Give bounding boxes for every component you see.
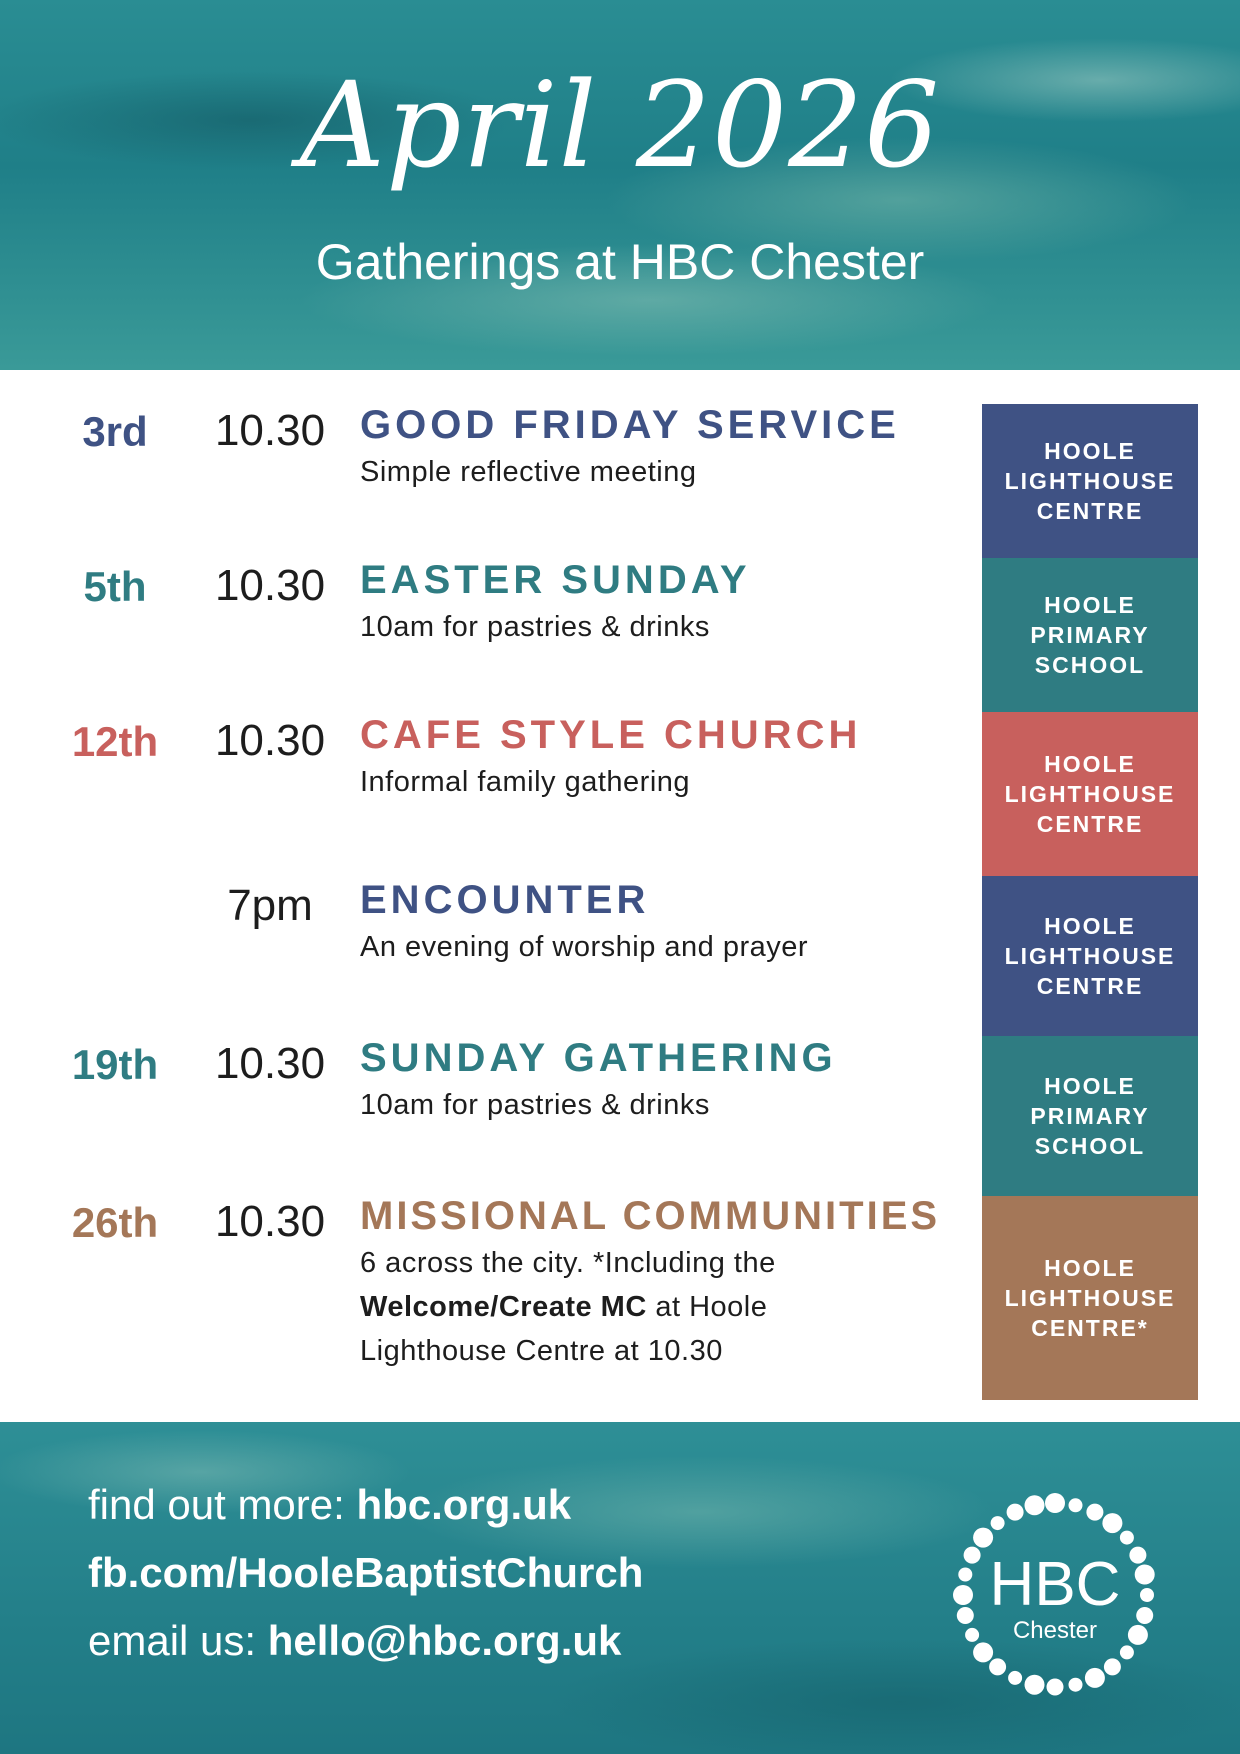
website-prefix: find out more: (88, 1481, 357, 1528)
event-time: 10.30 (214, 1039, 326, 1088)
logo-dot (1047, 1679, 1064, 1696)
event-name: ENCOUNTER (360, 878, 650, 922)
logo-dot (989, 1658, 1006, 1675)
venue-badge (982, 876, 1198, 1036)
page-subtitle: Gatherings at HBC Chester (315, 234, 925, 290)
logo-dot (1140, 1588, 1154, 1602)
email-link[interactable]: hello@hbc.org.uk (267, 1617, 622, 1664)
event-time: 10.30 (214, 561, 326, 610)
event-name: SUNDAY GATHERING (360, 1036, 837, 1080)
facebook-line (88, 1546, 643, 1600)
event-description (360, 1241, 920, 1373)
logo-dot (1008, 1671, 1022, 1685)
venue-label: HOOLE LIGHTHOUSE CENTRE (1004, 438, 1176, 524)
logo-sub-text: Chester (1012, 1617, 1098, 1644)
event-date: 5th (83, 563, 147, 610)
venue-label: HOOLE PRIMARY SCHOOL (1030, 1073, 1150, 1159)
logo-dot (953, 1585, 973, 1605)
description-line (360, 1285, 920, 1329)
logo-dot (1086, 1504, 1103, 1521)
event-description: An evening of worship and prayer (360, 931, 809, 963)
event-description: Simple reflective meeting (360, 456, 697, 488)
logo-dot (991, 1516, 1005, 1530)
logo-dot (958, 1568, 972, 1582)
logo-dot (973, 1642, 993, 1662)
description-text: at Hoole (646, 1291, 768, 1323)
venue-label: HOOLE LIGHTHOUSE CENTRE (1004, 751, 1176, 837)
venue-badge (982, 1196, 1198, 1400)
logo-dot (1069, 1678, 1083, 1692)
footer-banner (0, 1422, 1240, 1754)
logo-dot (1136, 1607, 1153, 1624)
facebook-link[interactable]: fb.com/HooleBaptistChurch (88, 1549, 644, 1596)
logo-dot (1128, 1625, 1148, 1645)
logo-dot (973, 1528, 993, 1548)
logo-dot (1129, 1547, 1146, 1564)
event-date: 19th (71, 1041, 159, 1088)
venue-label: HOOLE PRIMARY SCHOOL (1030, 592, 1150, 678)
event-description: Informal family gathering (360, 766, 691, 798)
logo-dot (1104, 1658, 1121, 1675)
venue-badge (982, 404, 1198, 558)
logo-dot (1007, 1504, 1024, 1521)
event-time: 10.30 (214, 1197, 326, 1246)
event-description: 10am for pastries & drinks (360, 611, 710, 643)
venue-label: HOOLE LIGHTHOUSE CENTRE (1004, 913, 1176, 999)
logo-dot (1135, 1565, 1155, 1585)
venue-badge (982, 1036, 1198, 1196)
email-line (88, 1614, 621, 1668)
email-prefix: email us: (88, 1617, 268, 1664)
hbc-logo (950, 1490, 1160, 1700)
logo-dot (964, 1547, 981, 1564)
event-date: 12th (71, 718, 159, 765)
event-time: 7pm (227, 881, 313, 930)
logo-dot (1120, 1531, 1134, 1545)
venue-badge (982, 712, 1198, 876)
venue-badge (982, 558, 1198, 712)
event-name: CAFE STYLE CHURCH (360, 713, 862, 757)
website-link[interactable]: hbc.org.uk (356, 1481, 572, 1528)
event-name: GOOD FRIDAY SERVICE (360, 403, 900, 447)
description-line: 6 across the city. *Including the (360, 1247, 776, 1279)
logo-dot (1120, 1645, 1134, 1659)
event-schedule (0, 370, 1240, 1422)
logo-dot (1069, 1498, 1083, 1512)
logo-dot (957, 1607, 974, 1624)
header-banner (0, 0, 1240, 370)
logo-dot (1025, 1495, 1045, 1515)
website-line (88, 1478, 571, 1532)
event-name: EASTER SUNDAY (360, 558, 751, 602)
description-highlight: Welcome/Create MC (360, 1291, 647, 1323)
logo-dot (1102, 1513, 1122, 1533)
event-date: 26th (71, 1199, 159, 1246)
page-title: April 2026 (299, 56, 941, 194)
venue-label: HOOLE LIGHTHOUSE CENTRE* (1004, 1255, 1176, 1341)
event-time: 10.30 (214, 716, 326, 765)
logo-dot (1045, 1493, 1065, 1513)
event-date: 3rd (82, 408, 148, 455)
event-time: 10.30 (214, 406, 326, 455)
logo-dot (1025, 1675, 1045, 1695)
logo-dot (965, 1628, 979, 1642)
description-line: Lighthouse Centre at 10.30 (360, 1335, 723, 1367)
event-name: MISSIONAL COMMUNITIES (360, 1194, 941, 1238)
event-description: 10am for pastries & drinks (360, 1089, 710, 1121)
logo-main-text: HBC (989, 1550, 1121, 1619)
logo-dot (1085, 1668, 1105, 1688)
